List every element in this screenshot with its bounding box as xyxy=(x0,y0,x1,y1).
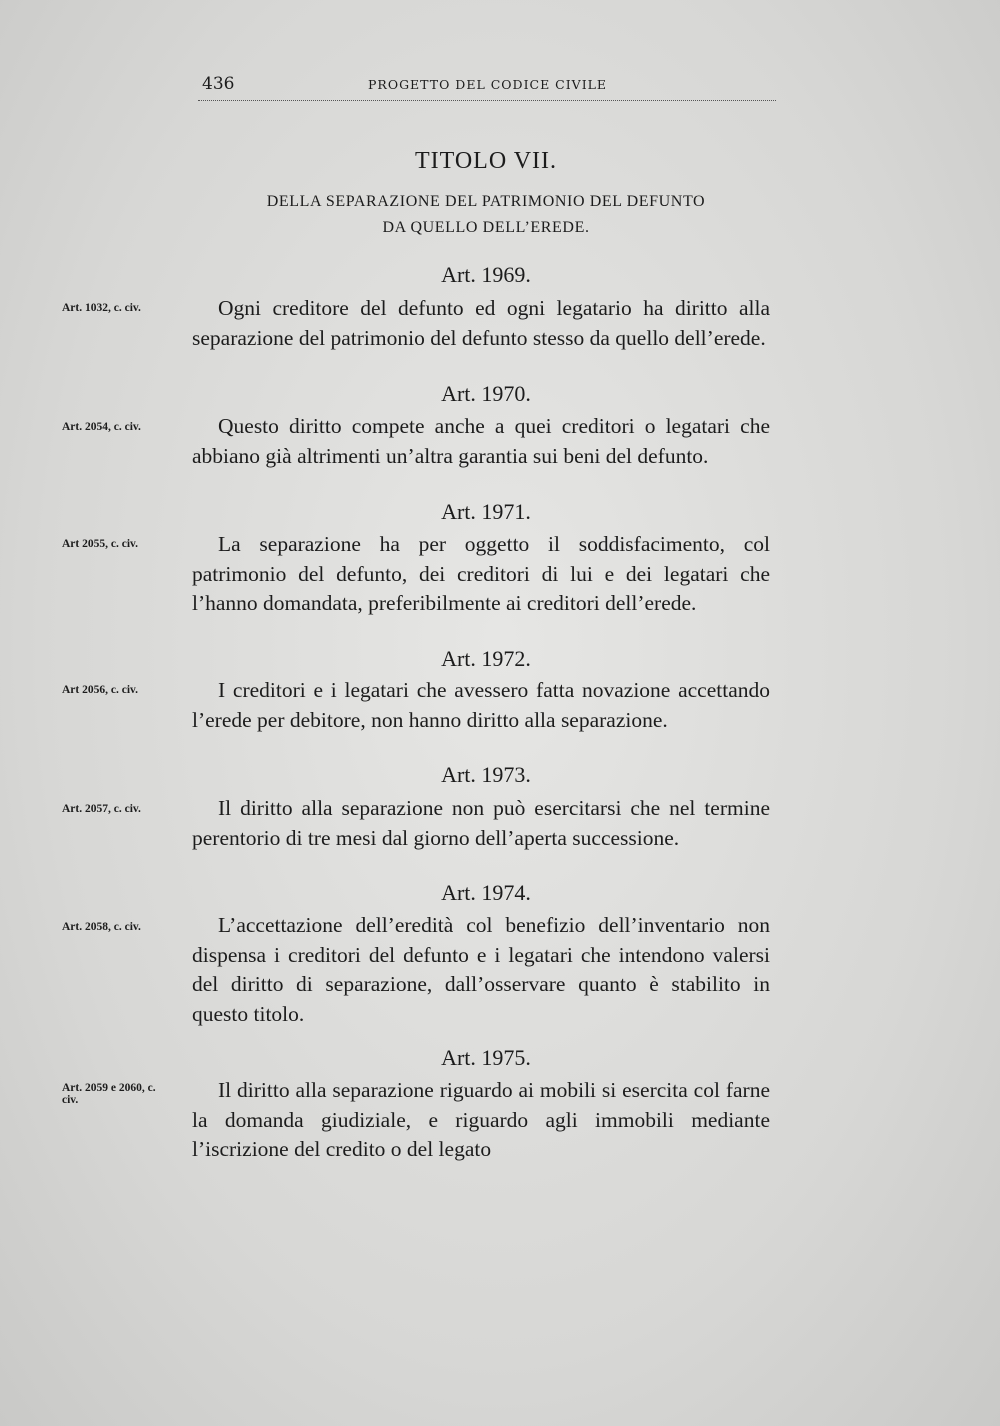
article-heading: Art. 1973. xyxy=(441,762,531,787)
article-text: Il diritto alla separazione non può esercitarsi che nel termine perentorio di tre mesi dal giorno dell’aperta successione. xyxy=(192,796,770,850)
margin-reference: Art. 2054, c. civ. xyxy=(62,421,141,433)
page-number: 436 xyxy=(202,74,235,94)
margin-reference: Art. 2058, c. civ. xyxy=(62,921,141,933)
margin-reference: Art. 2059 e 2060, c. civ. xyxy=(62,1082,156,1106)
running-title: PROGETTO DEL CODICE CIVILE xyxy=(368,77,608,92)
title-subheading-line1: DELLA SEPARAZIONE DEL PATRIMONIO DEL DEFUNTO xyxy=(266,193,706,210)
title-subheading-line2: DA QUELLO DELL’EREDE. xyxy=(382,219,590,236)
article-text: L’accettazione dell’eredità col benefizio dell’inventario non dispensa i creditori del defunto e i legatari che intendono valersi del diritto di separazione, dall’osservare quanto è stabilito in questo titolo. xyxy=(192,913,770,1026)
article-text: I creditori e i legatari che avessero fatta novazione accettando l’erede per debitore, non hanno diritto alla separazione. xyxy=(192,678,770,732)
article-text: Il diritto alla separazione riguardo ai mobili si esercita col farne la domanda giudiziale, e riguardo agli immobili mediante l’iscrizione del credito o del legato xyxy=(192,1078,770,1161)
margin-reference: Art 2055, c. civ. xyxy=(62,538,139,550)
article-heading: Art. 1975. xyxy=(441,1045,531,1070)
article-heading: Art. 1974. xyxy=(441,880,531,905)
page-header xyxy=(198,74,776,101)
margin-reference: Art 2056, c. civ. xyxy=(62,684,139,696)
article-heading: Art. 1972. xyxy=(441,646,531,671)
article-text: Questo diritto compete anche a quei creditori o legatari che abbiano già altrimenti un’altra garantia sui beni del defunto. xyxy=(192,414,770,468)
article-heading: Art. 1971. xyxy=(441,499,531,524)
article-text: La separazione ha per oggetto il soddisfacimento, col patrimonio del defunto, dei creditori di lui e dei legatari che l’hanno domandata, preferibilmente ai creditori dell’erede. xyxy=(192,532,770,615)
title-heading: TITOLO VII. xyxy=(414,148,558,174)
article-heading: Art. 1969. xyxy=(441,262,531,287)
article-heading: Art. 1970. xyxy=(441,381,531,406)
margin-reference: Art. 1032, c. civ. xyxy=(62,302,141,314)
margin-reference: Art. 2057, c. civ. xyxy=(62,803,141,815)
article-text: Ogni creditore del defunto ed ogni legatario ha diritto alla separazione del patrimonio del defunto stesso da quello dell’erede. xyxy=(192,296,770,350)
